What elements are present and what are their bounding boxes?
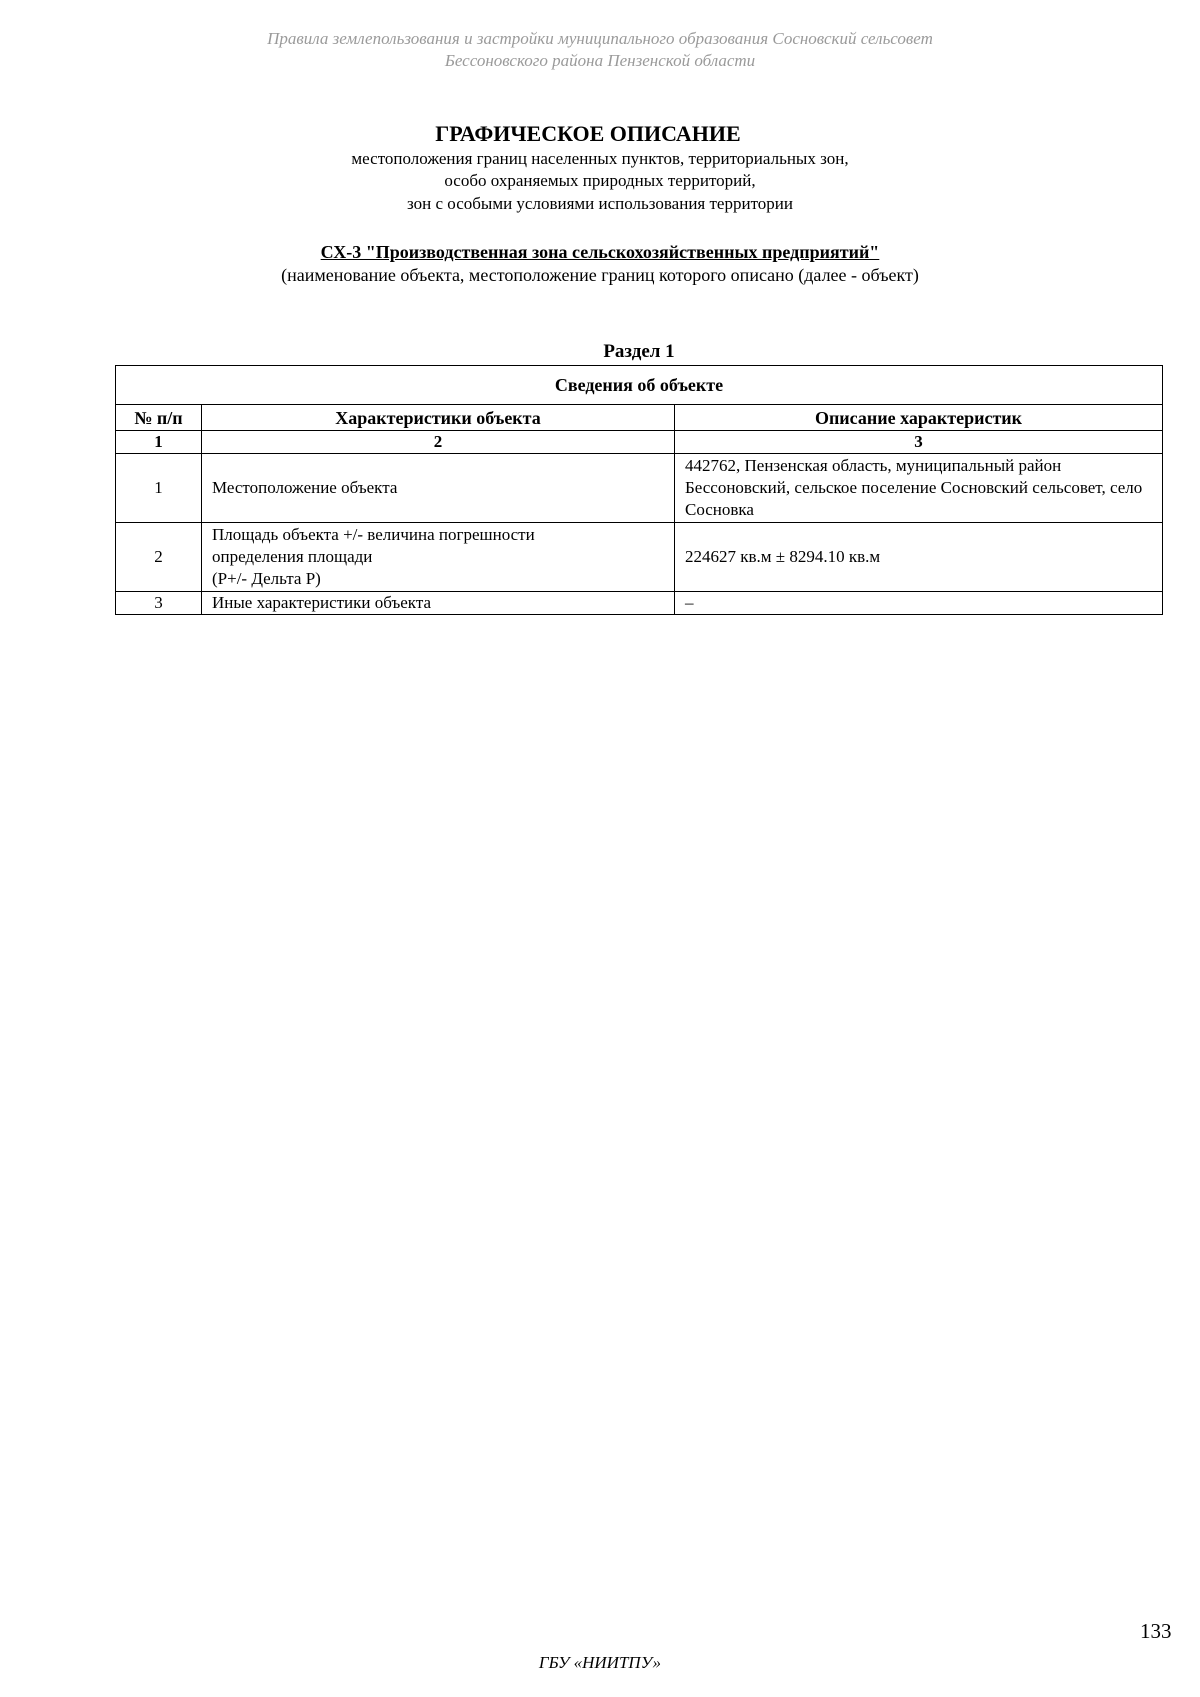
row-characteristic-line: определения площади [212,547,373,566]
table-caption: Сведения об объекте [116,366,1163,405]
row-description: 442762, Пензенская область, муниципальный район Бессоновский, сельское поселение Сосновский сельсовет, село Сосновка [675,454,1163,523]
row-description: – [675,592,1163,615]
row-description: 224627 кв.м ± 8294.10 кв.м [675,523,1163,592]
header-characteristic: Характеристики объекта [202,405,675,431]
column-number-row [116,431,1163,454]
row-number: 1 [116,454,202,523]
column-number: 1 [116,431,202,454]
table-header-row [116,405,1163,431]
running-header-line1: Правила землепользования и застройки муниципального образования Сосновский сельсовет [267,29,933,48]
object-caption: (наименование объекта, местоположение границ которого описано (далее - объект) [281,265,919,285]
running-header [0,28,1200,72]
table-caption-row [116,366,1163,405]
row-characteristic: Местоположение объекта [202,454,675,523]
header-description: Описание характеристик [675,405,1163,431]
table-row [116,454,1163,523]
row-number: 3 [116,592,202,615]
subtitle-line1: местоположения границ населенных пунктов, территориальных зон, [351,149,849,168]
section-title: Раздел 1 [603,341,675,362]
footer-organization: ГБУ «НИИТПУ» [538,1653,662,1672]
row-characteristic-line: (P+/- Дельта P) [212,569,321,588]
page-number: 133 [1140,1619,1172,1643]
column-number: 3 [675,431,1163,454]
subtitle-line2: особо охраняемых природных территорий, [444,171,756,190]
subtitle-line3: зон с особыми условиями использования территории [407,194,793,213]
object-name: СХ-3 "Производственная зона сельскохозяйственных предприятий" [320,242,880,262]
column-number: 2 [202,431,675,454]
title-block [0,120,1200,148]
row-characteristic: Иные характеристики объекта [202,592,675,615]
row-number: 2 [116,523,202,592]
row-characteristic [202,523,675,592]
table-row [116,523,1163,592]
object-info-table [115,365,1163,615]
row-characteristic-line: Площадь объекта +/- величина погрешности [212,525,535,544]
header-number: № п/п [116,405,202,431]
running-header-line2: Бессоновского района Пензенской области [444,51,756,70]
document-title: ГРАФИЧЕСКОЕ ОПИСАНИЕ [435,121,741,146]
table-row [116,592,1163,615]
